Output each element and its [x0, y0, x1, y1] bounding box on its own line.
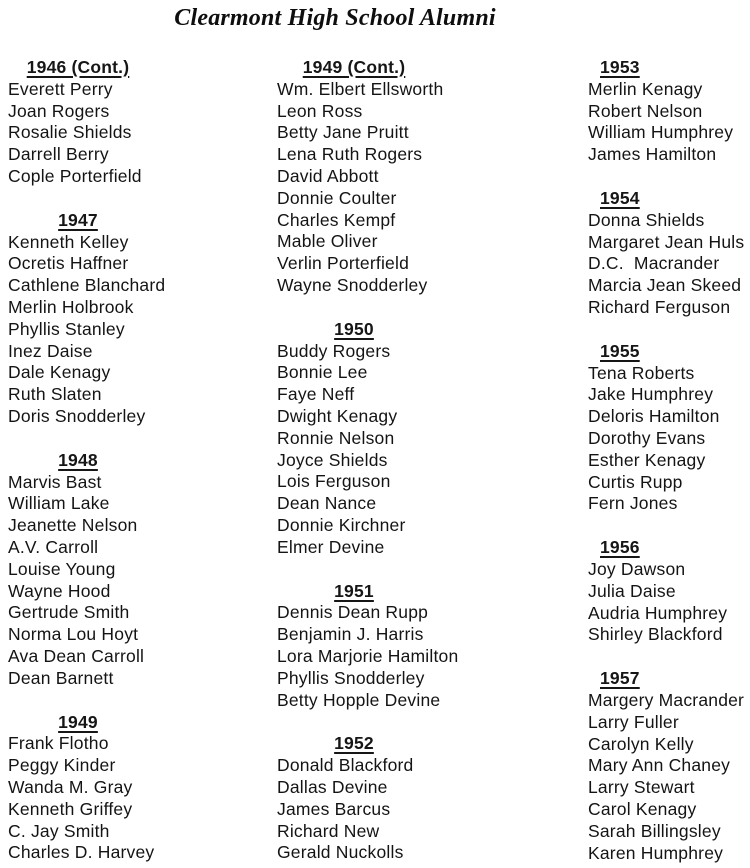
- alumni-name: Everett Perry: [8, 78, 113, 99]
- alumni-name: Richard New: [277, 820, 380, 841]
- year-header: 1953: [600, 57, 640, 77]
- year-header: 1949: [58, 711, 98, 732]
- alumni-name: William Humphrey: [588, 122, 734, 143]
- alumni-name: Margaret Jean Huls: [588, 231, 745, 252]
- alumni-name: Gertrude Smith: [8, 602, 130, 623]
- alumni-name: Frank Flotho: [8, 733, 109, 754]
- alumni-name: Doris Snodderley: [8, 405, 146, 426]
- alumni-name: Ocretis Haffner: [8, 253, 129, 274]
- alumni-name: Cople Porterfield: [8, 165, 142, 186]
- alumni-name: Tena Roberts: [588, 362, 695, 383]
- year-header: 1956: [600, 537, 640, 558]
- year-section: [277, 319, 567, 559]
- alumni-name: Marcia Jean Skeed: [588, 275, 742, 296]
- alumni-name: Faye Neff: [277, 384, 355, 405]
- year-header: 1957: [600, 668, 640, 689]
- alumni-name: Betty Hopple Devine: [277, 689, 441, 710]
- alumni-name: Charles D. Harvey: [8, 842, 155, 863]
- alumni-name: Donnie Coulter: [277, 187, 397, 208]
- alumni-name: Verlin Porterfield: [277, 253, 409, 274]
- alumni-name: Karen Humphrey: [588, 842, 724, 863]
- alumni-name: Wayne Snodderley: [277, 274, 428, 295]
- year-section: [588, 188, 750, 319]
- alumni-name: Marvis Bast: [8, 471, 102, 492]
- year-header: 1949 (Cont.): [302, 57, 406, 77]
- alumni-name: Louise Young: [8, 558, 116, 579]
- alumni-name: Dorothy Evans: [588, 427, 706, 448]
- alumni-name: Phyllis Stanley: [8, 318, 125, 339]
- alumni-name: Robert Nelson: [588, 100, 703, 121]
- alumni-name: D.C. Macrander: [588, 253, 720, 274]
- alumni-name: Ruth Slaten: [8, 384, 102, 405]
- year-section: [8, 210, 268, 428]
- alumni-name: Shirley Blackford: [588, 624, 723, 645]
- alumni-name: Buddy Rogers: [277, 340, 391, 361]
- year-header: 1946 (Cont.): [26, 57, 130, 77]
- alumni-name: Dean Nance: [277, 493, 377, 514]
- year-section: [588, 537, 750, 646]
- alumni-name: Bonnie Lee: [277, 362, 368, 383]
- year-section: [8, 450, 268, 690]
- year-header: 1948: [58, 449, 98, 470]
- alumni-name: Phyllis Snodderley: [277, 667, 425, 688]
- alumni-name: Mable Oliver: [277, 231, 378, 252]
- alumni-name: James Barcus: [277, 798, 391, 819]
- year-header: 1955: [600, 340, 640, 361]
- alumni-name: Jeanette Nelson: [8, 515, 138, 536]
- alumni-name: Kenneth Kelley: [8, 231, 129, 252]
- alumni-name: Lena Ruth Rogers: [277, 144, 423, 165]
- alumni-name: James Hamilton: [588, 144, 717, 165]
- alumni-name: Ava Dean Carroll: [8, 645, 145, 666]
- alumni-name: Joyce Shields: [277, 449, 388, 470]
- alumni-name: Wanda M. Gray: [8, 776, 133, 797]
- alumni-name: Wayne Hood: [8, 580, 111, 601]
- alumni-name: Cathlene Blanchard: [8, 275, 166, 296]
- alumni-name: Carolyn Kelly: [588, 733, 694, 754]
- year-section: [8, 57, 268, 188]
- alumni-name: Mary Ann Chaney: [588, 755, 731, 776]
- alumni-name: Inez Daise: [8, 340, 93, 361]
- year-section: [588, 341, 750, 515]
- alumni-name: Merlin Kenagy: [588, 78, 703, 99]
- year-section: [588, 57, 750, 166]
- year-section: [588, 668, 750, 864]
- alumni-name: Larry Fuller: [588, 711, 679, 732]
- year-section: [277, 733, 567, 864]
- alumni-name: Dwight Kenagy: [277, 405, 398, 426]
- alumni-name: Margery Macrander: [588, 689, 745, 710]
- alumni-name: Peggy Kinder: [8, 755, 116, 776]
- alumni-name: Norma Lou Hoyt: [8, 624, 139, 645]
- alumni-name: Deloris Hamilton: [588, 406, 720, 427]
- alumni-name: Curtis Rupp: [588, 471, 683, 492]
- alumni-name: Betty Jane Pruitt: [277, 122, 409, 143]
- alumni-name: Joy Dawson: [588, 558, 686, 579]
- alumni-name: Carol Kenagy: [588, 798, 697, 819]
- alumni-name: Donnie Kirchner: [277, 514, 406, 535]
- alumni-name: Jake Humphrey: [588, 384, 714, 405]
- alumni-name: Dallas Devine: [277, 776, 388, 797]
- alumni-name: Donald Blackford: [277, 755, 414, 776]
- alumni-name: Kenneth Griffey: [8, 798, 133, 819]
- alumni-name: Dennis Dean Rupp: [277, 602, 429, 623]
- alumni-name: Donna Shields: [588, 209, 705, 230]
- year-section: [277, 581, 567, 712]
- alumni-name: Larry Stewart: [588, 777, 695, 798]
- alumni-name: Esther Kenagy: [588, 449, 706, 470]
- year-header: 1952: [334, 733, 374, 754]
- alumni-name: Benjamin J. Harris: [277, 624, 424, 645]
- alumni-name: Lora Marjorie Hamilton: [277, 645, 459, 666]
- page-title: Clearmont High School Alumni: [174, 5, 496, 31]
- alumni-name: Lois Ferguson: [277, 471, 391, 492]
- alumni-name: Charles Kempf: [277, 209, 396, 230]
- alumni-name: Audria Humphrey: [588, 602, 728, 623]
- year-section: [8, 712, 268, 865]
- alumni-name: Elmer Devine: [277, 536, 385, 557]
- alumni-name: Merlin Holbrook: [8, 296, 134, 317]
- alumni-name: Joan Rogers: [8, 100, 110, 121]
- alumni-name: David Abbott: [277, 165, 379, 186]
- column-1: [8, 57, 268, 864]
- alumni-name: A.V. Carroll: [8, 536, 99, 557]
- alumni-name: Leon Ross: [277, 100, 363, 121]
- year-header: 1950: [334, 318, 374, 339]
- alumni-name: Dean Barnett: [8, 667, 114, 688]
- column-3: [588, 57, 750, 864]
- year-header: 1954: [600, 187, 640, 208]
- alumni-name: Richard Ferguson: [588, 296, 731, 317]
- alumni-name: Rosalie Shields: [8, 122, 132, 143]
- column-2: [277, 57, 567, 864]
- year-header: 1947: [58, 209, 98, 230]
- alumni-name: Gerald Nuckolls: [277, 842, 404, 863]
- alumni-name: Dale Kenagy: [8, 362, 111, 383]
- year-header: 1951: [334, 580, 374, 601]
- alumni-name: Darrell Berry: [8, 144, 109, 165]
- alumni-name: Ronnie Nelson: [277, 427, 395, 448]
- alumni-name: Wm. Elbert Ellsworth: [277, 78, 444, 99]
- alumni-name: C. Jay Smith: [8, 820, 110, 841]
- alumni-name: Sarah Billingsley: [588, 820, 721, 841]
- alumni-name: Fern Jones: [588, 493, 678, 514]
- alumni-name: Julia Daise: [588, 580, 676, 601]
- alumni-name: William Lake: [8, 493, 110, 514]
- year-section: [277, 57, 567, 297]
